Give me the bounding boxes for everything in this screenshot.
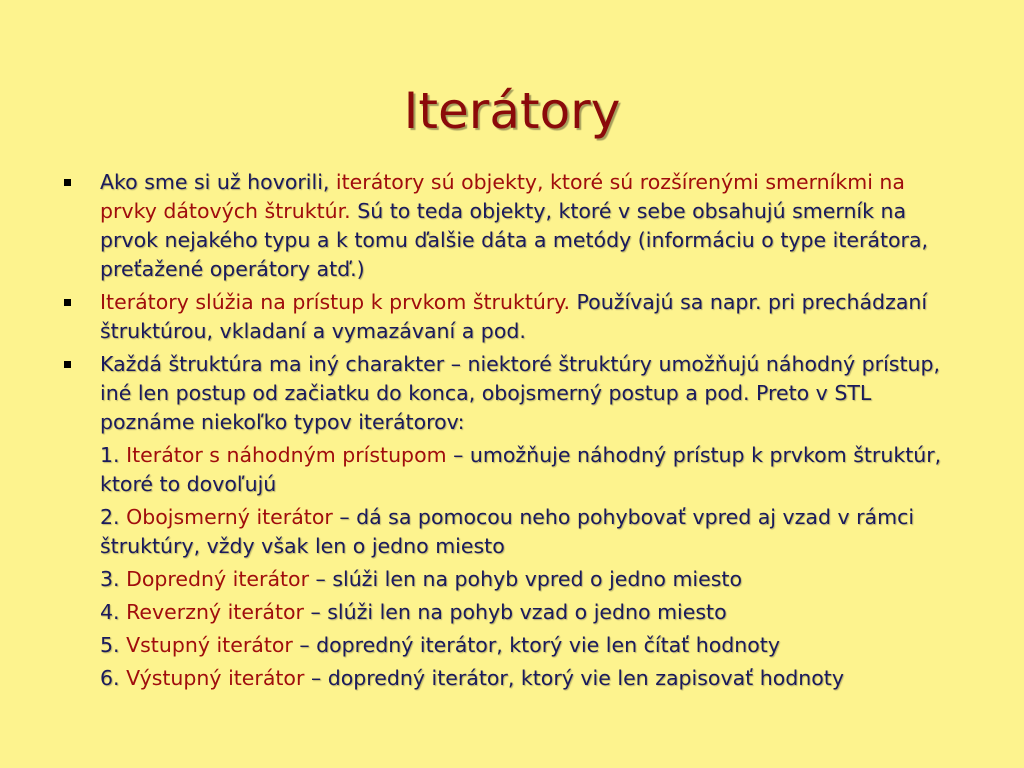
sub-item-desc: – dopredný iterátor, ktorý vie len čítať hodnoty <box>292 633 780 657</box>
sub-item-name: Vstupný iterátor <box>126 633 293 657</box>
sub-item-desc: – slúži len na pohyb vpred o jedno miesto <box>309 567 742 591</box>
bullet-3-text: Každá štruktúra ma iný charakter – niektoré štruktúry umožňujú náhodný prístup, iné len postup od začiatku do konca, obojsmerný postup a pod. Preto v STL poznáme niekoľko typov iterátorov: <box>100 352 941 434</box>
sub-item-number: 1. <box>100 443 120 467</box>
sub-item-5 <box>62 631 962 660</box>
sub-item-4 <box>62 598 962 627</box>
slide-content <box>62 168 962 697</box>
square-bullet-icon <box>64 361 71 368</box>
square-bullet-icon <box>64 179 71 186</box>
sub-item-number: 3. <box>100 567 120 591</box>
bullet-1-text-b: iterátory sú objekty, ktoré sú rozšírenými smerníkmi na prvky dátových štruktúr. <box>100 170 905 223</box>
sub-item-6 <box>62 664 962 693</box>
bullet-item-3 <box>62 350 962 437</box>
sub-item-number: 6. <box>100 666 120 690</box>
sub-item-1 <box>62 441 962 499</box>
sub-item-number: 5. <box>100 633 120 657</box>
bullet-item-2 <box>62 288 962 346</box>
sub-item-name: Dopredný iterátor <box>126 567 310 591</box>
square-bullet-icon <box>64 299 71 306</box>
sub-item-name: Reverzný iterátor <box>126 600 304 624</box>
sub-item-3 <box>62 565 962 594</box>
sub-item-number: 2. <box>100 505 120 529</box>
bullet-1-text-c: Sú to teda objekty, ktoré v sebe obsahujú smerník na prvok nejakého typu a k tomu ďalšie dáta a metódy (informáciu o type iterátora, preťažené operátory atď.) <box>100 199 929 281</box>
sub-item-desc: – dopredný iterátor, ktorý vie len zapisovať hodnoty <box>304 666 844 690</box>
bullet-item-1 <box>62 168 962 284</box>
sub-item-desc: – dá sa pomocou neho pohybovať vpred aj vzad v rámci štruktúry, vždy však len o jedno miesto <box>100 505 915 558</box>
slide-title: Iterátory <box>403 82 621 140</box>
sub-item-desc: – slúži len na pohyb vzad o jedno miesto <box>303 600 727 624</box>
sub-item-number: 4. <box>100 600 120 624</box>
sub-item-desc: – umožňuje náhodný prístup k prvkom štruktúr, ktoré to dovoľujú <box>100 443 942 496</box>
bullet-2-text-a: Iterátory slúžia na prístup k prvkom štruktúry. <box>100 290 577 314</box>
bullet-2-text-b: Používajú sa napr. pri prechádzaní štruktúrou, vkladaní a vymazávaní a pod. <box>100 290 928 343</box>
sub-item-name: Výstupný iterátor <box>126 666 305 690</box>
bullet-1-text-a: Ako sme si už hovorili, <box>100 170 336 194</box>
sub-item-name: Obojsmerný iterátor <box>126 505 333 529</box>
sub-item-2 <box>62 503 962 561</box>
sub-item-name: Iterátor s náhodným prístupom <box>126 443 447 467</box>
